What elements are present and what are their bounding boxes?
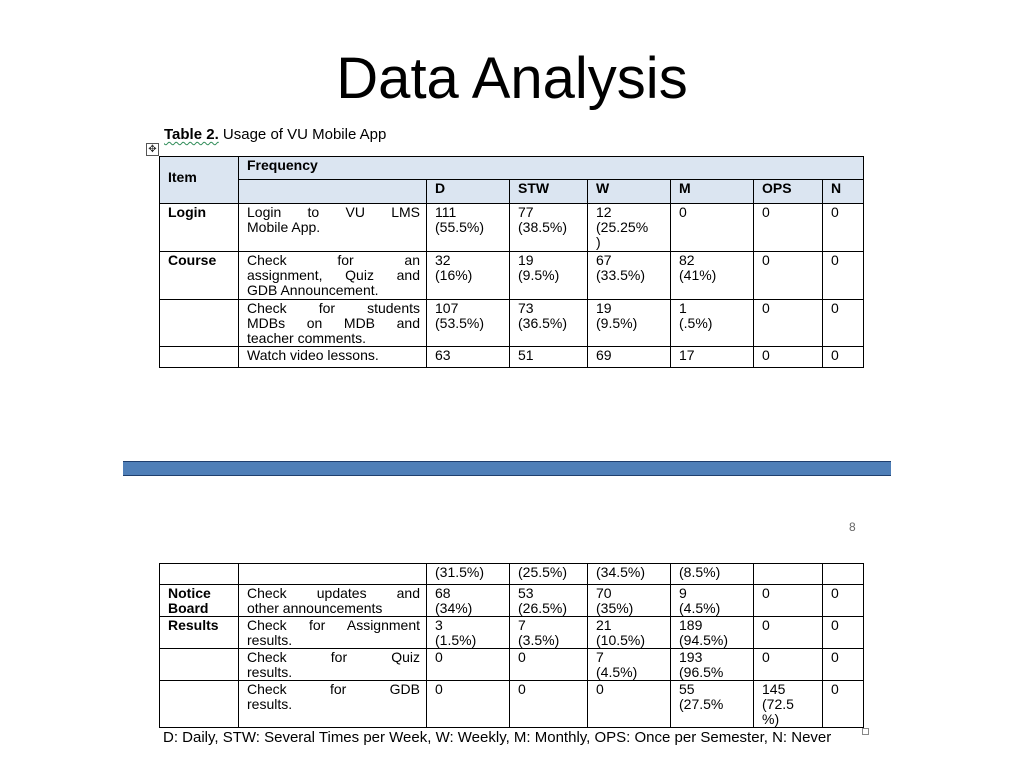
table-row bbox=[160, 617, 864, 649]
item-header: Item bbox=[160, 157, 239, 204]
description-cell: Watch video lessons. bbox=[239, 347, 427, 368]
description-cell: Check for students MDBs on MDB and teacher comments. bbox=[239, 300, 427, 347]
slide-title: Data Analysis bbox=[336, 46, 688, 111]
table-header-row bbox=[160, 157, 864, 180]
value-cell-w: 67 (33.5%) bbox=[588, 252, 671, 300]
description-cell: Check for Quiz results. bbox=[239, 649, 427, 681]
description-cell: Check for an assignment, Quiz and GDB Announcement. bbox=[239, 252, 427, 300]
table-move-handle-icon[interactable]: ✥ bbox=[146, 143, 159, 156]
value-cell-n bbox=[823, 564, 864, 585]
value-cell-d: 32 (16%) bbox=[427, 252, 510, 300]
value-cell-w: 19 (9.5%) bbox=[588, 300, 671, 347]
item-cell: Notice Board bbox=[160, 585, 239, 617]
table-row bbox=[160, 681, 864, 728]
value-cell-stw: 19 (9.5%) bbox=[510, 252, 588, 300]
value-cell-w: 7 (4.5%) bbox=[588, 649, 671, 681]
table-resize-handle[interactable] bbox=[862, 728, 869, 735]
description-cell: Check for GDB results. bbox=[239, 681, 427, 728]
header-blank-cell bbox=[239, 180, 427, 204]
item-cell: Login bbox=[160, 204, 239, 252]
col-header-m: M bbox=[671, 180, 754, 204]
value-cell-ops: 0 bbox=[754, 585, 823, 617]
item-cell bbox=[160, 649, 239, 681]
value-cell-n: 0 bbox=[823, 649, 864, 681]
col-header-stw: STW bbox=[510, 180, 588, 204]
value-cell-stw: 73 (36.5%) bbox=[510, 300, 588, 347]
value-cell-d: 63 bbox=[427, 347, 510, 368]
col-header-d: D bbox=[427, 180, 510, 204]
col-header-n: N bbox=[823, 180, 864, 204]
col-header-w: W bbox=[588, 180, 671, 204]
value-cell-n: 0 bbox=[823, 585, 864, 617]
table-row bbox=[160, 300, 864, 347]
frequency-header: Frequency bbox=[239, 157, 864, 180]
value-cell-m: 189 (94.5%) bbox=[671, 617, 754, 649]
value-cell-n: 0 bbox=[823, 347, 864, 368]
value-cell-n: 0 bbox=[823, 252, 864, 300]
description-cell: Login to VU LMS Mobile App. bbox=[239, 204, 427, 252]
value-cell-w: 69 bbox=[588, 347, 671, 368]
table-row bbox=[160, 347, 864, 368]
value-cell-m: 1 (.5%) bbox=[671, 300, 754, 347]
value-cell-m: 193 (96.5% bbox=[671, 649, 754, 681]
value-cell-n: 0 bbox=[823, 204, 864, 252]
description-cell bbox=[239, 564, 427, 585]
continued-row bbox=[160, 564, 864, 585]
item-cell bbox=[160, 300, 239, 347]
value-cell-m: (8.5%) bbox=[671, 564, 754, 585]
table-caption-label: Table 2. bbox=[164, 126, 219, 143]
value-cell-m: 17 bbox=[671, 347, 754, 368]
value-cell-ops: 0 bbox=[754, 649, 823, 681]
value-cell-n: 0 bbox=[823, 617, 864, 649]
value-cell-ops: 0 bbox=[754, 617, 823, 649]
value-cell-ops: 145 (72.5 %) bbox=[754, 681, 823, 728]
value-cell-d: 111 (55.5%) bbox=[427, 204, 510, 252]
value-cell-n: 0 bbox=[823, 681, 864, 728]
value-cell-d: 68 (34%) bbox=[427, 585, 510, 617]
value-cell-ops: 0 bbox=[754, 204, 823, 252]
item-cell bbox=[160, 347, 239, 368]
value-cell-w: 12 (25.25% ) bbox=[588, 204, 671, 252]
value-cell-stw: 77 (38.5%) bbox=[510, 204, 588, 252]
value-cell-ops: 0 bbox=[754, 252, 823, 300]
item-cell: Results bbox=[160, 617, 239, 649]
value-cell-w: 21 (10.5%) bbox=[588, 617, 671, 649]
item-cell bbox=[160, 681, 239, 728]
table-row bbox=[160, 649, 864, 681]
value-cell-n: 0 bbox=[823, 300, 864, 347]
value-cell-m: 9 (4.5%) bbox=[671, 585, 754, 617]
usage-table-part2 bbox=[159, 563, 864, 728]
value-cell-stw: 53 (26.5%) bbox=[510, 585, 588, 617]
usage-table-part1 bbox=[159, 156, 864, 368]
value-cell-stw: (25.5%) bbox=[510, 564, 588, 585]
value-cell-d: 3 (1.5%) bbox=[427, 617, 510, 649]
item-cell bbox=[160, 564, 239, 585]
value-cell-ops bbox=[754, 564, 823, 585]
col-header-ops: OPS bbox=[754, 180, 823, 204]
value-cell-d: (31.5%) bbox=[427, 564, 510, 585]
value-cell-w: 70 (35%) bbox=[588, 585, 671, 617]
value-cell-m: 55 (27.5% bbox=[671, 681, 754, 728]
table-caption bbox=[164, 125, 386, 145]
value-cell-w: 0 bbox=[588, 681, 671, 728]
page-number: 8 bbox=[849, 520, 856, 534]
item-cell: Course bbox=[160, 252, 239, 300]
value-cell-ops: 0 bbox=[754, 347, 823, 368]
value-cell-m: 82 (41%) bbox=[671, 252, 754, 300]
value-cell-stw: 0 bbox=[510, 649, 588, 681]
value-cell-ops: 0 bbox=[754, 300, 823, 347]
table-caption-text: Usage of VU Mobile App bbox=[218, 126, 387, 143]
value-cell-d: 0 bbox=[427, 649, 510, 681]
column-header-row bbox=[160, 180, 864, 204]
value-cell-stw: 51 bbox=[510, 347, 588, 368]
description-cell: Check for Assignment results. bbox=[239, 617, 427, 649]
table-legend: D: Daily, STW: Several Times per Week, W: Weekly, M: Monthly, OPS: Once per Semester, N: Never bbox=[163, 729, 832, 746]
value-cell-w: (34.5%) bbox=[588, 564, 671, 585]
description-cell: Check updates and other announcements bbox=[239, 585, 427, 617]
value-cell-m: 0 bbox=[671, 204, 754, 252]
table-row bbox=[160, 585, 864, 617]
page-break-bar bbox=[123, 461, 891, 476]
value-cell-d: 107 (53.5%) bbox=[427, 300, 510, 347]
table-row bbox=[160, 252, 864, 300]
value-cell-stw: 7 (3.5%) bbox=[510, 617, 588, 649]
value-cell-stw: 0 bbox=[510, 681, 588, 728]
table-row bbox=[160, 204, 864, 252]
value-cell-d: 0 bbox=[427, 681, 510, 728]
